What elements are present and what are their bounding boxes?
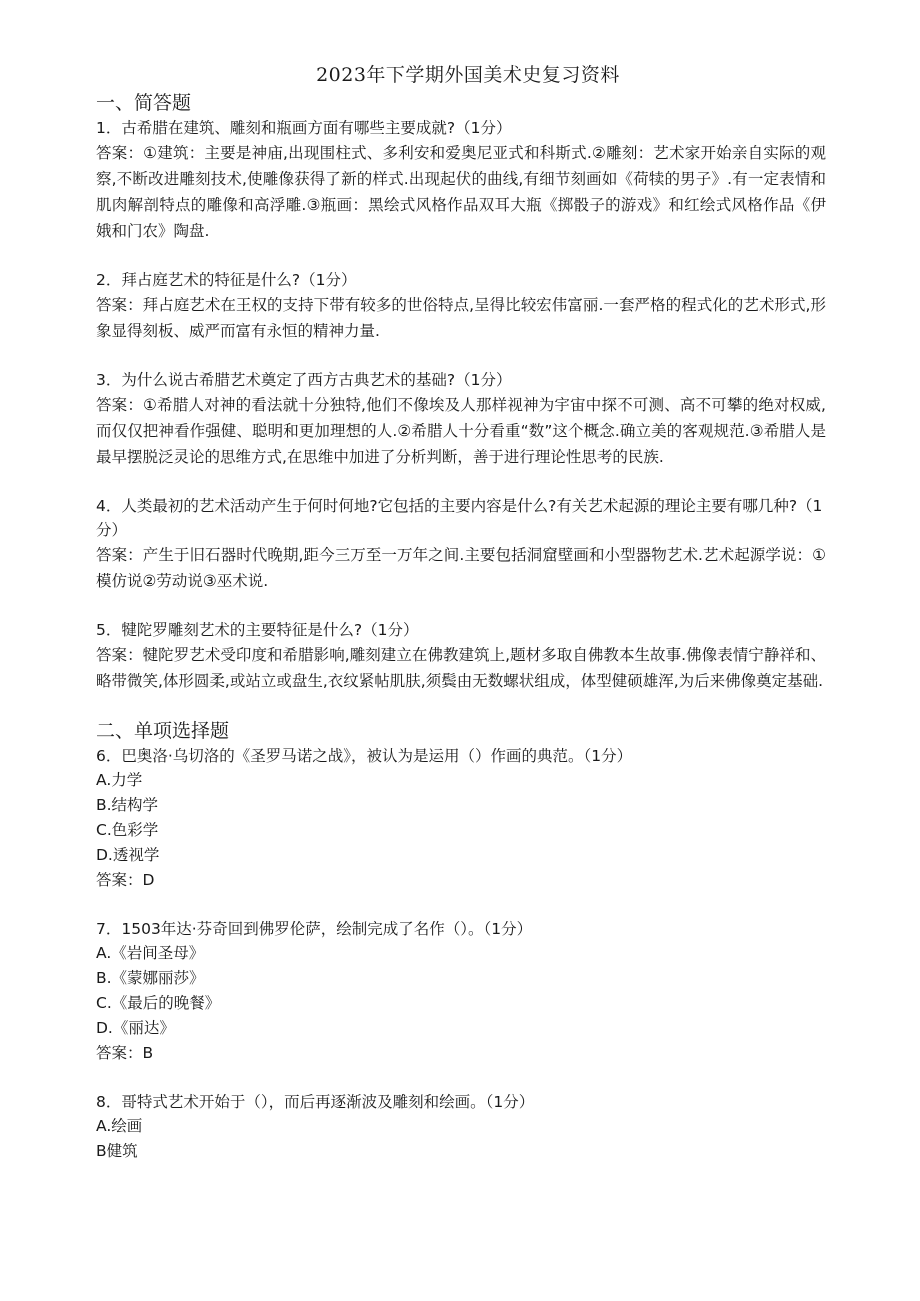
document-title: 2023年下学期外国美术史复习资料	[316, 64, 620, 86]
option-b: B.《蒙娜丽莎》	[96, 969, 205, 987]
question-text: 4．人类最初的艺术活动产生于何时何地?它包括的主要内容是什么?有关艺术起源的理论主要有哪几种?（1分）	[96, 497, 823, 539]
answer-text: 答案：D	[96, 871, 155, 889]
question-text: 5．犍陀罗雕刻艺术的主要特征是什么?（1分）	[96, 621, 419, 639]
section-heading-single-choice: 二、单项选择题	[96, 720, 230, 742]
question-block	[96, 917, 826, 1066]
question-text: 6．巴奥洛·乌切洛的《圣罗马诺之战》，被认为是运用（）作画的典范。（1分）	[96, 747, 633, 765]
question-block	[96, 1090, 826, 1164]
option-c: C.《最后的晚餐》	[96, 994, 221, 1012]
answer-text: 答案：①建筑：主要是神庙,出现围柱式、多利安和爱奥尼亚式和科斯式.②雕刻：艺术家开始亲自实际的观察,不断改进雕刻技术,使雕像获得了新的样式.出现起伏的曲线,有细节刻画如《荷犊的男子》.有一定表情和肌肉解剖特点的雕像和高浮雕.③瓶画：黑绘式风格作品双耳大瓶《掷骰子的游戏》和红绘式风格作品《伊娥和门农》陶盘.	[96, 144, 826, 240]
question-block	[96, 368, 826, 470]
option-d: D.透视学	[96, 846, 160, 864]
question-text: 1．古希腊在建筑、雕刻和瓶画方面有哪些主要成就?（1分）	[96, 119, 512, 137]
option-a: A.力学	[96, 771, 143, 789]
document-page	[96, 60, 826, 1164]
answer-text: 答案：拜占庭艺术在王权的支持下带有较多的世俗特点,呈得比较宏伟富丽.一套严格的程式化的艺术形式,形象显得刻板、威严而富有永恒的精神力量.	[96, 296, 826, 340]
question-text: 2．拜占庭艺术的特征是什么?（1分）	[96, 271, 357, 289]
question-text: 8．哥特式艺术开始于（），而后再逐渐波及雕刻和绘画。（1分）	[96, 1093, 535, 1111]
option-b: B.结构学	[96, 796, 159, 814]
question-block	[96, 744, 826, 893]
question-text: 7．1503年达·芬奇回到佛罗伦萨，绘制完成了名作（）。（1分）	[96, 920, 533, 938]
option-d: D.《丽达》	[96, 1019, 175, 1037]
question-block	[96, 116, 826, 244]
option-c: C.色彩学	[96, 821, 159, 839]
question-block	[96, 618, 826, 694]
option-b: B健筑	[96, 1142, 138, 1160]
answer-text: 答案：B	[96, 1044, 154, 1062]
answer-text: 答案：①希腊人对神的看法就十分独特,他们不像埃及人那样视神为宇宙中探不可测、高不可攀的绝对权威,而仅仅把神看作强健、聪明和更加理想的人.②希腊人十分看重“数”这个概念.确立美的客观规范.③希腊人是最早摆脱泛灵论的思维方式,在思维中加进了分析判断，善于进行理论性思考的民族.	[96, 396, 826, 466]
question-block	[96, 494, 826, 594]
section-heading-short-answer: 一、简答题	[96, 92, 192, 114]
question-block	[96, 268, 826, 344]
answer-text: 答案：犍陀罗艺术受印度和希腊影响,雕刻建立在佛教建筑上,题材多取自佛教本生故事.佛像表情宁静祥和、略带微笑,体形圆柔,或站立或盘生,衣纹紧帖肌肤,须鬓由无数螺状组成，体型健硕雄浑,为后来佛像奠定基础.	[96, 646, 826, 690]
option-a: A.绘画	[96, 1117, 143, 1135]
answer-text: 答案：产生于旧石器时代晚期,距今三万至一万年之间.主要包括洞窟壁画和小型器物艺术.艺术起源学说：①模仿说②劳动说③巫术说.	[96, 546, 826, 590]
question-text: 3．为什么说古希腊艺术奠定了西方古典艺术的基础?（1分）	[96, 371, 512, 389]
option-a: A.《岩间圣母》	[96, 944, 205, 962]
